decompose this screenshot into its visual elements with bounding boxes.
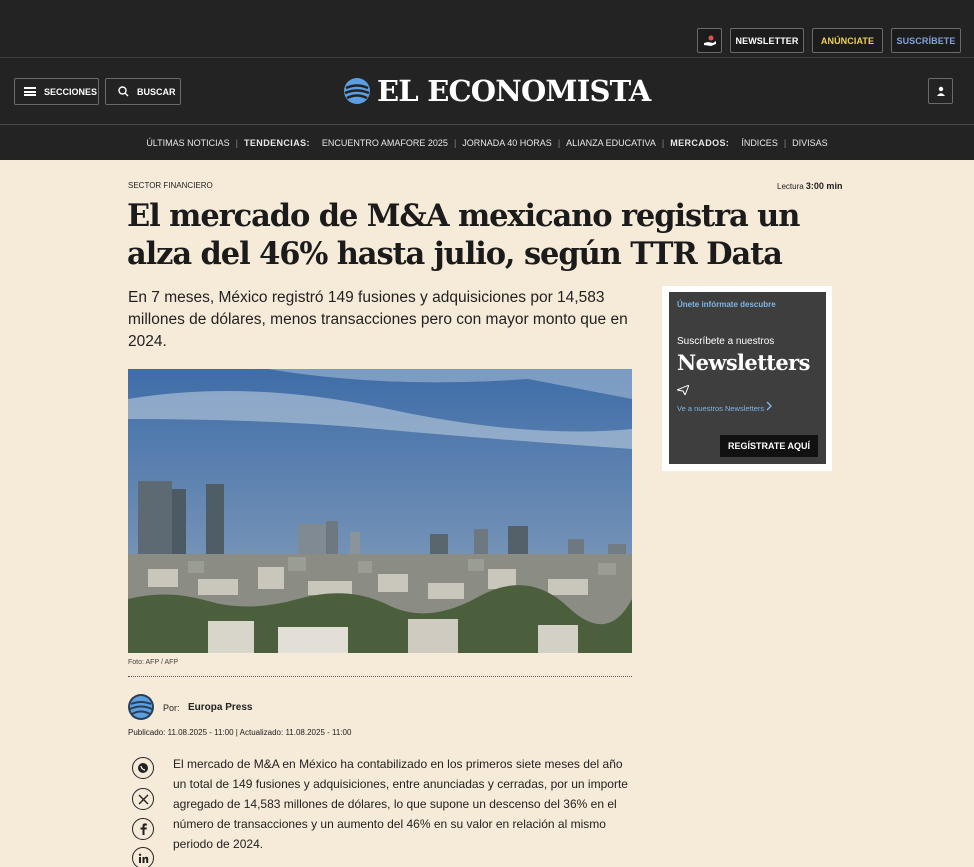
section-kicker[interactable]: SECTOR FINANCIERO — [128, 181, 213, 190]
search-button[interactable] — [105, 78, 181, 105]
ad-subscribe-text: Suscríbete a nuestros — [677, 336, 775, 347]
linkedin-share-icon[interactable] — [132, 847, 154, 867]
photo-credit: Foto: AFP / AFP — [128, 659, 179, 666]
nav-separator: | — [783, 137, 787, 148]
article-photo — [128, 369, 632, 653]
author-name[interactable]: Europa Press — [188, 702, 253, 713]
logo-text: EL ECONOMISTA — [377, 74, 651, 108]
ad-tagline: Únete infórmate descubre — [677, 300, 776, 309]
dotted-divider — [128, 676, 632, 677]
article-dek: En 7 meses, México registró 149 fusiones y adquisiciones por 14,583 millones de dólares, menos transacciones pero con mayor monto que en 2024. — [128, 289, 628, 350]
nav-item-indices[interactable]: ÍNDICES — [741, 137, 778, 148]
reading-time-value: 3:00 min — [805, 181, 843, 191]
nav-ultimas-noticias[interactable]: ÚLTIMAS NOTICIAS — [146, 137, 230, 148]
hamburger-icon — [24, 87, 36, 96]
byline-prefix: Por: — [163, 703, 180, 713]
nav-item-encuentro[interactable]: ENCUENTRO AMAFORE 2025 — [321, 137, 448, 148]
ad-link-label: Ve a nuestros Newsletters — [677, 404, 765, 413]
search-icon — [118, 86, 129, 97]
nav-separator: | — [235, 137, 238, 148]
article-body-paragraph: El mercado de M&A en México ha contabilizado en los primeros siete meses del año un total de 149 fusiones y adquisiciones, entre anunciadas y cerradas, por un importe agregado de 14,583 millones de dólares, lo que supone un descenso del 36% en el número de transacciones y un aumento del 46% en su valor en relación al mismo periodo de 2024. — [173, 757, 628, 851]
author-avatar[interactable] — [128, 694, 154, 720]
reading-time — [777, 181, 842, 191]
nav-item-divisas[interactable]: DIVISAS — [792, 137, 828, 148]
nav-separator: | — [661, 137, 665, 148]
newsletter-button[interactable]: NEWSLETTER — [730, 28, 804, 53]
nav-separator: | — [557, 137, 561, 148]
search-label: BUSCAR — [137, 86, 176, 97]
nav-item-jornada[interactable]: JORNADA 40 HORAS — [462, 137, 552, 148]
user-account-button[interactable] — [928, 78, 953, 104]
nav-tendencias-label: TENDENCIAS: — [244, 137, 310, 148]
x-share-icon[interactable] — [132, 788, 154, 810]
register-button[interactable]: REGÍSTRATE AQUÍ — [720, 435, 818, 457]
nav-item-alianza[interactable]: ALIANZA EDUCATIVA — [566, 137, 656, 148]
anunciate-button[interactable]: ANÚNCIATE — [812, 28, 883, 53]
donate-hand-icon[interactable] — [697, 28, 722, 53]
newsletter-ad[interactable] — [669, 292, 826, 464]
nav-separator: | — [453, 137, 457, 148]
chevron-right-icon — [766, 401, 773, 411]
facebook-share-icon[interactable] — [132, 818, 154, 840]
sections-menu-button[interactable] — [14, 78, 99, 105]
subscribe-button[interactable]: SUSCRÍBETE — [891, 28, 961, 53]
ad-newsletters-title — [677, 350, 826, 400]
user-icon — [936, 86, 946, 96]
sections-label: SECCIONES — [44, 86, 98, 97]
site-header — [0, 57, 974, 124]
whatsapp-share-icon[interactable] — [132, 757, 154, 779]
publish-dates: Publicado: 11.08.2025 - 11:00 | Actualizado: 11.08.2025 - 11:00 — [128, 728, 352, 737]
ad-newsletters-word: Newsletters — [677, 350, 810, 375]
reading-time-label: Lectura — [777, 182, 804, 191]
article-title: El mercado de M&A mexicano registra un alza del 46% hasta julio, según TTR Data — [127, 198, 800, 272]
trending-nav — [0, 124, 974, 160]
ad-link[interactable] — [677, 401, 773, 413]
top-bar — [0, 0, 974, 57]
site-logo[interactable] — [343, 72, 651, 110]
paper-plane-icon — [677, 385, 689, 395]
globe-logo-icon — [343, 77, 371, 105]
nav-mercados-label: MERCADOS: — [670, 137, 730, 148]
